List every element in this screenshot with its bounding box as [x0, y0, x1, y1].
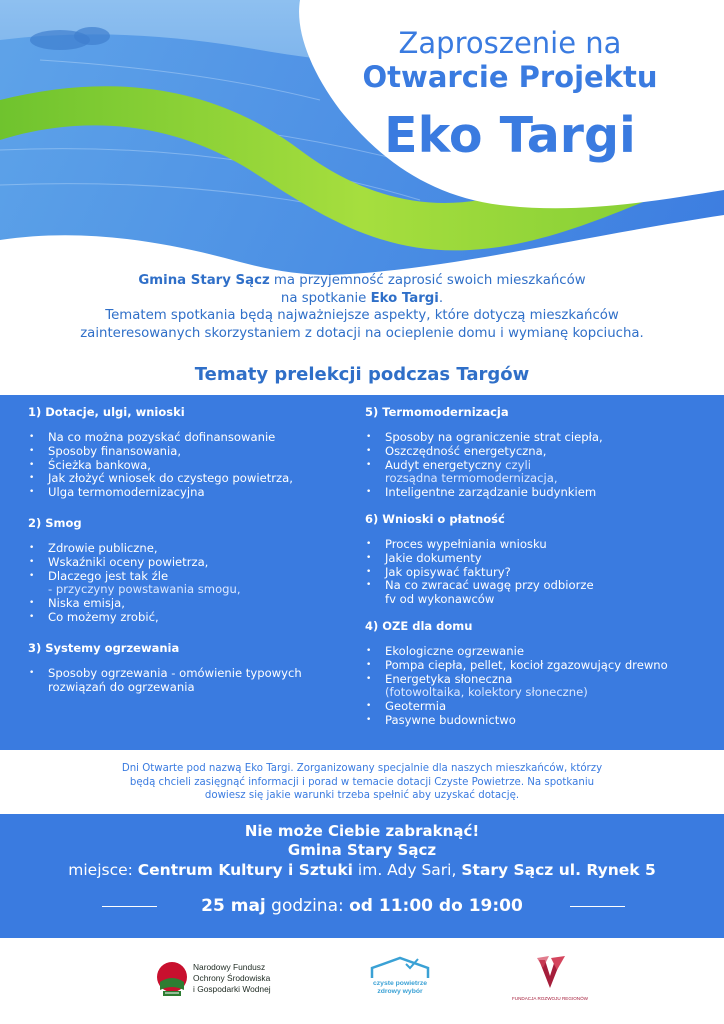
intro-line-4: zainteresowanych skorzystaniem z dotacji na ocieplenie domu i wymianę kopciucha. — [80, 325, 644, 341]
list-item — [365, 579, 710, 607]
list-item — [28, 570, 348, 598]
topics-left-column — [28, 405, 348, 710]
intro-event: Eko Targi — [370, 290, 439, 306]
cp-line-2: zdrowy wybór — [377, 988, 423, 995]
intro-line-1 — [30, 272, 694, 290]
sponsor-logos — [0, 952, 724, 1012]
list-item-text: Dlaczego jest tak źle — [48, 568, 169, 583]
place-mid: im. Ady Sari, — [352, 861, 462, 879]
czyste-powietrze-logo — [368, 956, 432, 1006]
house-check-icon — [368, 956, 432, 980]
list-item: • Ścieżka bankowa, — [28, 459, 348, 473]
closing-line-2: będą chcieli zasięgnąć informacji i porad w temacie dotacji Czyste Powietrze. Na spotkaniu — [129, 776, 595, 788]
topic-list-6 — [365, 538, 710, 607]
list-item — [365, 673, 710, 701]
time-prefix: godzina: — [265, 896, 350, 916]
list-item: • Inteligentne zarządzanie budynkiem — [365, 486, 710, 500]
cp-line-1: czyste powietrze — [372, 980, 428, 987]
list-item — [365, 459, 710, 487]
event-time: od 11:00 do 19:00 — [349, 896, 523, 916]
intro-text2: na spotkanie — [280, 290, 371, 306]
list-item: • Jak złożyć wniosek do czystego powietrza, — [28, 472, 348, 486]
topic-list-3 — [28, 667, 348, 695]
topics-heading: Tematy prelekcji podczas Targów — [194, 364, 530, 385]
fundacja-rozwoju-regionow-logo — [505, 954, 595, 1008]
place-address: Stary Sącz ul. Rynek 5 — [461, 861, 656, 879]
list-item-continued: rozwiązań do ogrzewania — [48, 679, 195, 694]
nfosigw-emblem-icon — [155, 960, 189, 1000]
title-block — [330, 26, 690, 168]
closing-text — [70, 762, 654, 803]
banner-headline: Nie może Ciebie zabraknąć! — [244, 822, 480, 840]
nfosigw-line-1: Narodowy Fundusz — [193, 962, 266, 972]
intro-line-3: Tematem spotkania będą najważniejsze aspekty, które dotyczą mieszkańców — [105, 308, 619, 323]
frr-text: FUNDACJA ROZWOJU REGIONÓW — [511, 996, 589, 1001]
banner-datetime — [0, 895, 724, 917]
closing-line-3: dowiesz się jakie warunki trzeba spełnić aby uzyskać dotację. — [204, 790, 520, 801]
list-item-sub: - przyczyny powstawania smogu, — [48, 583, 348, 597]
list-item-text: Sposoby ogrzewania - omówienie typowych — [48, 665, 302, 680]
nfosigw-logo — [155, 960, 295, 1004]
list-item: • Pasywne budownictwo — [365, 714, 710, 728]
topic-title-5: 5) Termomodernizacja — [365, 405, 509, 419]
list-item-text: Energetyka słoneczna — [385, 671, 513, 686]
list-item: • Ekologiczne ogrzewanie — [365, 645, 710, 659]
list-item: • Jakie dokumenty — [365, 552, 710, 566]
list-item-sub: rozsądna termomodernizacja, — [385, 471, 558, 486]
title-project-opening: Otwarcie Projektu — [362, 60, 658, 94]
topic-list-2 — [28, 542, 348, 625]
list-item: • Sposoby finansowania, — [28, 445, 348, 459]
list-item: • Zdrowie publiczne, — [28, 542, 348, 556]
list-item: • Jak opisywać faktury? — [365, 566, 710, 580]
list-item: • Ulga termomodernizacyjna — [28, 486, 348, 500]
list-item-continued: fv od wykonawców — [385, 592, 495, 607]
list-item: • Proces wypełniania wniosku — [365, 538, 710, 552]
topic-title-4: 4) OZE dla domu — [365, 618, 473, 633]
intro-text1: ma przyjemność zaprosić swoich mieszkańców — [269, 273, 586, 288]
list-item: • Geotermia — [365, 700, 710, 714]
nfosigw-text — [193, 962, 271, 995]
place-name: Centrum Kultury i Sztuki — [137, 861, 353, 879]
list-item: • Pompa ciepła, pellet, kocioł zgazowujący drewno — [365, 659, 710, 673]
topic-list-1 — [28, 431, 348, 500]
event-details-banner — [0, 814, 724, 938]
banner-organizer: Gmina Stary Sącz — [287, 841, 437, 859]
frr-emblem-icon — [505, 954, 595, 994]
list-item: • Niska emisja, — [28, 597, 348, 611]
event-date: 25 maj — [201, 896, 266, 916]
title-eko-targi: Eko Targi — [384, 107, 636, 164]
topics-panel — [0, 395, 724, 750]
list-item-text: Audyt energetyczny — [385, 457, 506, 472]
hero-banner — [0, 0, 724, 275]
topic-title-1: 1) Dotacje, ulgi, wnioski — [28, 405, 185, 419]
divider-left — [102, 906, 157, 907]
title-invitation: Zaproszenie na — [398, 26, 622, 60]
topic-title-6: 6) Wnioski o płatność — [365, 511, 505, 526]
list-item: • Sposoby na ograniczenie strat ciepła, — [365, 431, 710, 445]
intro-line-2 — [30, 290, 694, 308]
list-item: • Co możemy zrobić, — [28, 611, 348, 625]
czyste-powietrze-text — [368, 980, 432, 996]
nfosigw-line-2: Ochrony Środowiska — [193, 973, 271, 983]
topic-list-5 — [365, 431, 710, 500]
topics-right-column — [365, 405, 710, 744]
topic-title-2: 2) Smog — [28, 515, 82, 530]
list-item-sub: (fotowoltaika, kolektory słoneczne) — [385, 685, 588, 700]
nfosigw-line-3: i Gospodarki Wodnej — [193, 984, 271, 994]
list-item: • Wskaźniki oceny powietrza, — [28, 556, 348, 570]
list-item: • Na co można pozyskać dofinansowanie — [28, 431, 348, 445]
list-item-soft: czyli — [505, 457, 531, 472]
intro-text — [30, 272, 694, 342]
topic-title-3: 3) Systemy ogrzewania — [28, 640, 180, 655]
place-prefix: miejsce: — [68, 861, 138, 879]
topic-list-4 — [365, 645, 710, 728]
banner-place — [0, 860, 724, 880]
intro-org: Gmina Stary Sącz — [138, 273, 270, 288]
closing-line-1: Dni Otwarte pod nazwą Eko Targi. Zorganizowany specjalnie dla naszych mieszkańców, którzy — [121, 763, 603, 774]
list-item — [28, 667, 348, 695]
divider-right — [570, 906, 625, 907]
list-item-text: Na co zwracać uwagę przy odbiorze — [385, 578, 594, 593]
list-item: • Oszczędność energetyczna, — [365, 445, 710, 459]
intro-text3: . — [438, 290, 444, 306]
